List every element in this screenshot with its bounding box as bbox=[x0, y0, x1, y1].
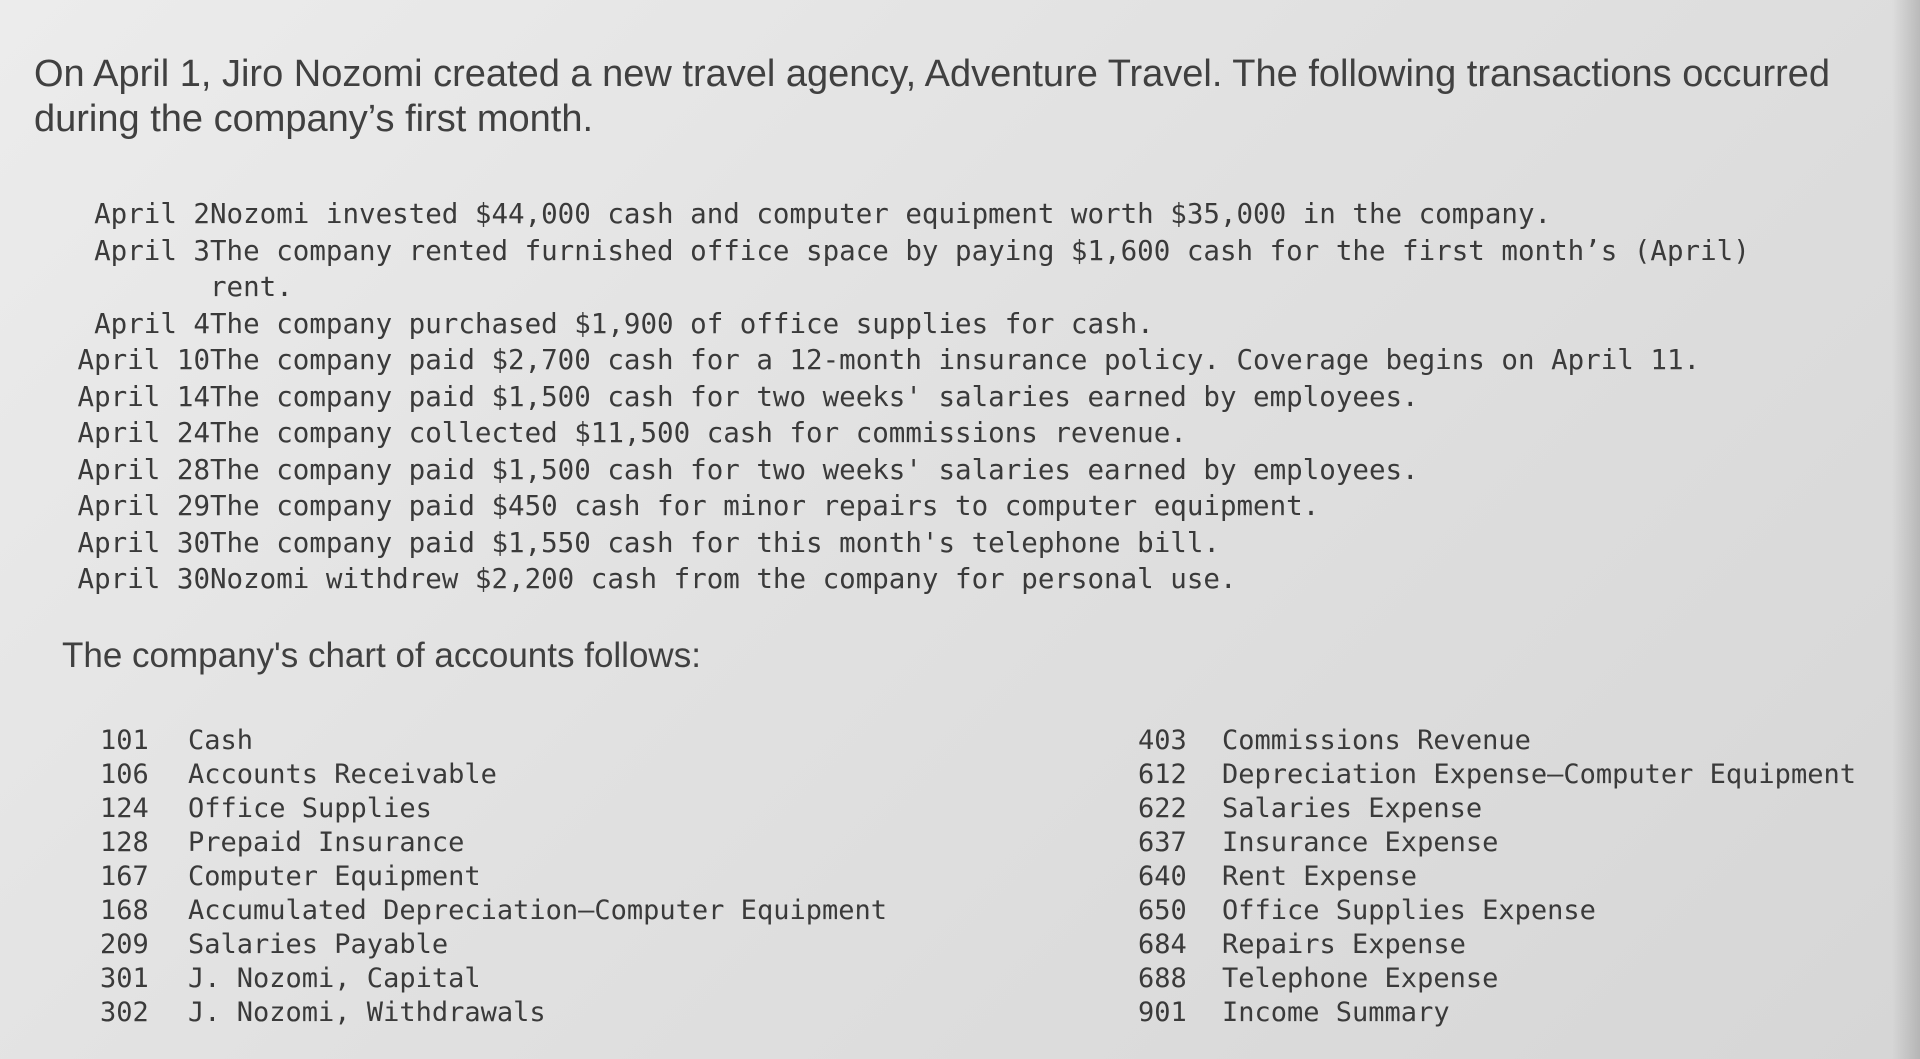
transaction-row bbox=[55, 233, 1895, 306]
transaction-date: April 30 bbox=[77, 563, 210, 595]
account-name: Insurance Expense bbox=[1222, 827, 1499, 858]
account-name: Repairs Expense bbox=[1222, 929, 1466, 960]
account-name: J. Nozomi, Withdrawals bbox=[188, 997, 546, 1028]
account-name: Office Supplies bbox=[188, 793, 432, 824]
account-row bbox=[100, 894, 1000, 928]
transaction-date: April 3 bbox=[94, 234, 210, 267]
account-name: Telephone Expense bbox=[1222, 963, 1499, 994]
transaction-date: April 30 bbox=[77, 526, 210, 559]
account-name: Commissions Revenue bbox=[1222, 725, 1531, 756]
transaction-row bbox=[55, 525, 1895, 562]
account-row bbox=[1138, 724, 1898, 758]
transaction-description: The company collected $11,500 cash for commissions revenue. bbox=[210, 417, 1187, 449]
account-number: 640 bbox=[1138, 861, 1187, 892]
transaction-description-block bbox=[210, 233, 1850, 305]
account-name: Salaries Payable bbox=[188, 929, 449, 960]
account-row bbox=[1138, 792, 1898, 826]
account-number: 128 bbox=[100, 827, 149, 858]
account-number: 650 bbox=[1138, 895, 1187, 926]
account-name: Salaries Expense bbox=[1222, 793, 1483, 824]
account-row bbox=[100, 928, 1000, 962]
account-row bbox=[1138, 860, 1898, 894]
account-number: 101 bbox=[100, 725, 149, 756]
account-number: 403 bbox=[1138, 725, 1187, 756]
transaction-date: April 14 bbox=[77, 380, 210, 413]
account-number: 168 bbox=[100, 895, 149, 926]
transaction-row bbox=[55, 379, 1895, 416]
account-row bbox=[100, 724, 1000, 758]
transaction-row bbox=[55, 196, 1895, 233]
account-row bbox=[1138, 894, 1898, 928]
chart-of-accounts-heading: The company's chart of accounts follows: bbox=[62, 636, 701, 675]
transaction-date: April 10 bbox=[77, 344, 210, 376]
transaction-row bbox=[55, 415, 1895, 452]
account-name: Accumulated Depreciation—Computer Equipment bbox=[188, 895, 887, 926]
account-number: 901 bbox=[1138, 997, 1187, 1028]
page-edge-shadow bbox=[1892, 0, 1920, 1059]
account-row bbox=[100, 758, 1000, 792]
account-number: 684 bbox=[1138, 929, 1187, 960]
account-name: Computer Equipment bbox=[188, 861, 481, 892]
account-name: Income Summary bbox=[1222, 997, 1450, 1028]
account-name: J. Nozomi, Capital bbox=[188, 963, 481, 994]
transaction-date: April 24 bbox=[77, 417, 210, 449]
account-row bbox=[100, 962, 1000, 996]
account-name: Accounts Receivable bbox=[188, 759, 497, 790]
transaction-description: The company purchased $1,900 of office supplies for cash. bbox=[210, 307, 1154, 340]
transaction-description-continuation: rent. bbox=[210, 270, 293, 303]
account-number: 106 bbox=[100, 759, 149, 790]
transaction-description: The company paid $450 cash for minor repairs to computer equipment. bbox=[210, 490, 1320, 522]
transaction-description: The company rented furnished office space by paying $1,600 cash for the first month’s (April) bbox=[210, 234, 1750, 267]
transaction-row bbox=[55, 488, 1895, 525]
account-name: Cash bbox=[188, 725, 254, 756]
account-row bbox=[1138, 996, 1898, 1030]
transactions-list bbox=[55, 196, 1895, 598]
account-number: 622 bbox=[1138, 793, 1187, 824]
account-number: 688 bbox=[1138, 963, 1187, 994]
account-name: Depreciation Expense—Computer Equipment bbox=[1222, 759, 1856, 790]
intro-paragraph: On April 1, Jiro Nozomi created a new travel agency, Adventure Travel. The following transactions occurred during the company’s first month. bbox=[34, 53, 1831, 140]
account-row bbox=[100, 826, 1000, 860]
account-number: 209 bbox=[100, 929, 149, 960]
transaction-date: April 29 bbox=[77, 490, 210, 522]
account-row bbox=[1138, 928, 1898, 962]
account-number: 302 bbox=[100, 997, 149, 1028]
account-row bbox=[100, 860, 1000, 894]
transaction-date: April 2 bbox=[94, 198, 210, 230]
account-row bbox=[1138, 758, 1898, 792]
accounts-column-right bbox=[1138, 724, 1898, 1030]
accounts-column-left bbox=[100, 724, 1000, 1030]
account-name: Office Supplies Expense bbox=[1222, 895, 1596, 926]
transaction-description: The company paid $2,700 cash for a 12-month insurance policy. Coverage begins on April 11. bbox=[210, 344, 1701, 376]
account-row bbox=[1138, 826, 1898, 860]
account-number: 612 bbox=[1138, 759, 1187, 790]
account-name: Rent Expense bbox=[1222, 861, 1418, 892]
transaction-row bbox=[55, 306, 1895, 343]
transaction-row bbox=[55, 561, 1895, 598]
transaction-description: The company paid $1,550 cash for this month's telephone bill. bbox=[210, 526, 1220, 559]
account-number: 637 bbox=[1138, 827, 1187, 858]
account-number: 301 bbox=[100, 963, 149, 994]
account-number: 167 bbox=[100, 861, 149, 892]
transaction-description: Nozomi withdrew $2,200 cash from the company for personal use. bbox=[210, 563, 1237, 595]
account-row bbox=[100, 792, 1000, 826]
transaction-row bbox=[55, 452, 1895, 489]
account-number: 124 bbox=[100, 793, 149, 824]
transaction-description: Nozomi invested $44,000 cash and computer equipment worth $35,000 in the company. bbox=[210, 198, 1552, 230]
account-row bbox=[100, 996, 1000, 1030]
transaction-description: The company paid $1,500 cash for two weeks' salaries earned by employees. bbox=[210, 380, 1419, 413]
transaction-row bbox=[55, 342, 1895, 379]
account-row bbox=[1138, 962, 1898, 996]
transaction-description: The company paid $1,500 cash for two weeks' salaries earned by employees. bbox=[210, 453, 1419, 486]
transaction-date: April 4 bbox=[94, 307, 210, 340]
transaction-date: April 28 bbox=[77, 453, 210, 486]
account-name: Prepaid Insurance bbox=[188, 827, 465, 858]
